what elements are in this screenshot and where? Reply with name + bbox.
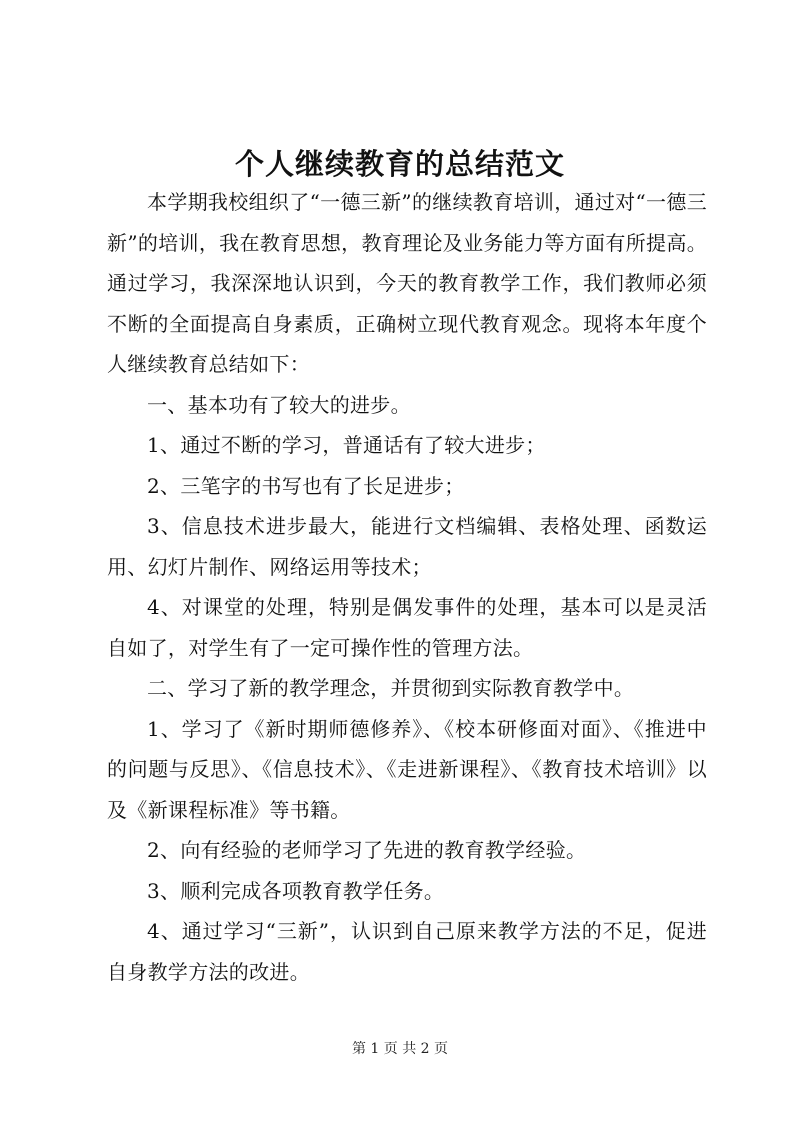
list-item: 3、顺利完成各项教育教学任务。 [147, 878, 445, 903]
section-heading-1: 一、基本功有了较大的进步。 [147, 392, 411, 417]
list-item: 4、通过学习“三新”，认识到自己原来教学方法的不足，促进自身教学方法的改进。 [107, 919, 707, 984]
page-footer: 第 1 页 共 2 页 [351, 1041, 449, 1057]
list-item: 3、信息技术进步最大，能进行文档编辑、表格处理、函数运用、幻灯片制作、网络运用等技术； [107, 514, 707, 579]
list-item: 4、对课堂的处理，特别是偶发事件的处理，基本可以是灵活自如了，对学生有了一定可操作性的管理方法。 [107, 595, 707, 660]
section-heading-2: 二、学习了新的教学理念，并贯彻到实际教育教学中。 [147, 676, 635, 700]
paragraph-intro: 本学期我校组织了“一德三新”的继续教育培训，通过对“一德三新”的培训，我在教育思想，教育理论及业务能力等方面有所提高。通过学习，我深深地认识到，今天的教育教学工作，我们教师必须不断的全面提高自身素质，正确树立现代教育观念。现将本年度个人继续教育总结如下： [107, 190, 707, 376]
document-title: 个人继续教育的总结范文 [234, 147, 565, 181]
list-item: 2、向有经验的老师学习了先进的教育教学经验。 [147, 838, 587, 862]
list-item: 1、通过不断的学习，普通话有了较大进步； [147, 433, 546, 457]
list-item: 1、学习了《新时期师德修养》、《校本研修面对面》、《推进中的问题与反思》、《信息技术》、《走进新课程》、《教育技术培训》以及《新课程标准》等书籍。 [107, 716, 707, 822]
document-body [107, 182, 707, 992]
list-item: 2、三笔字的书写也有了长足进步； [147, 473, 465, 498]
